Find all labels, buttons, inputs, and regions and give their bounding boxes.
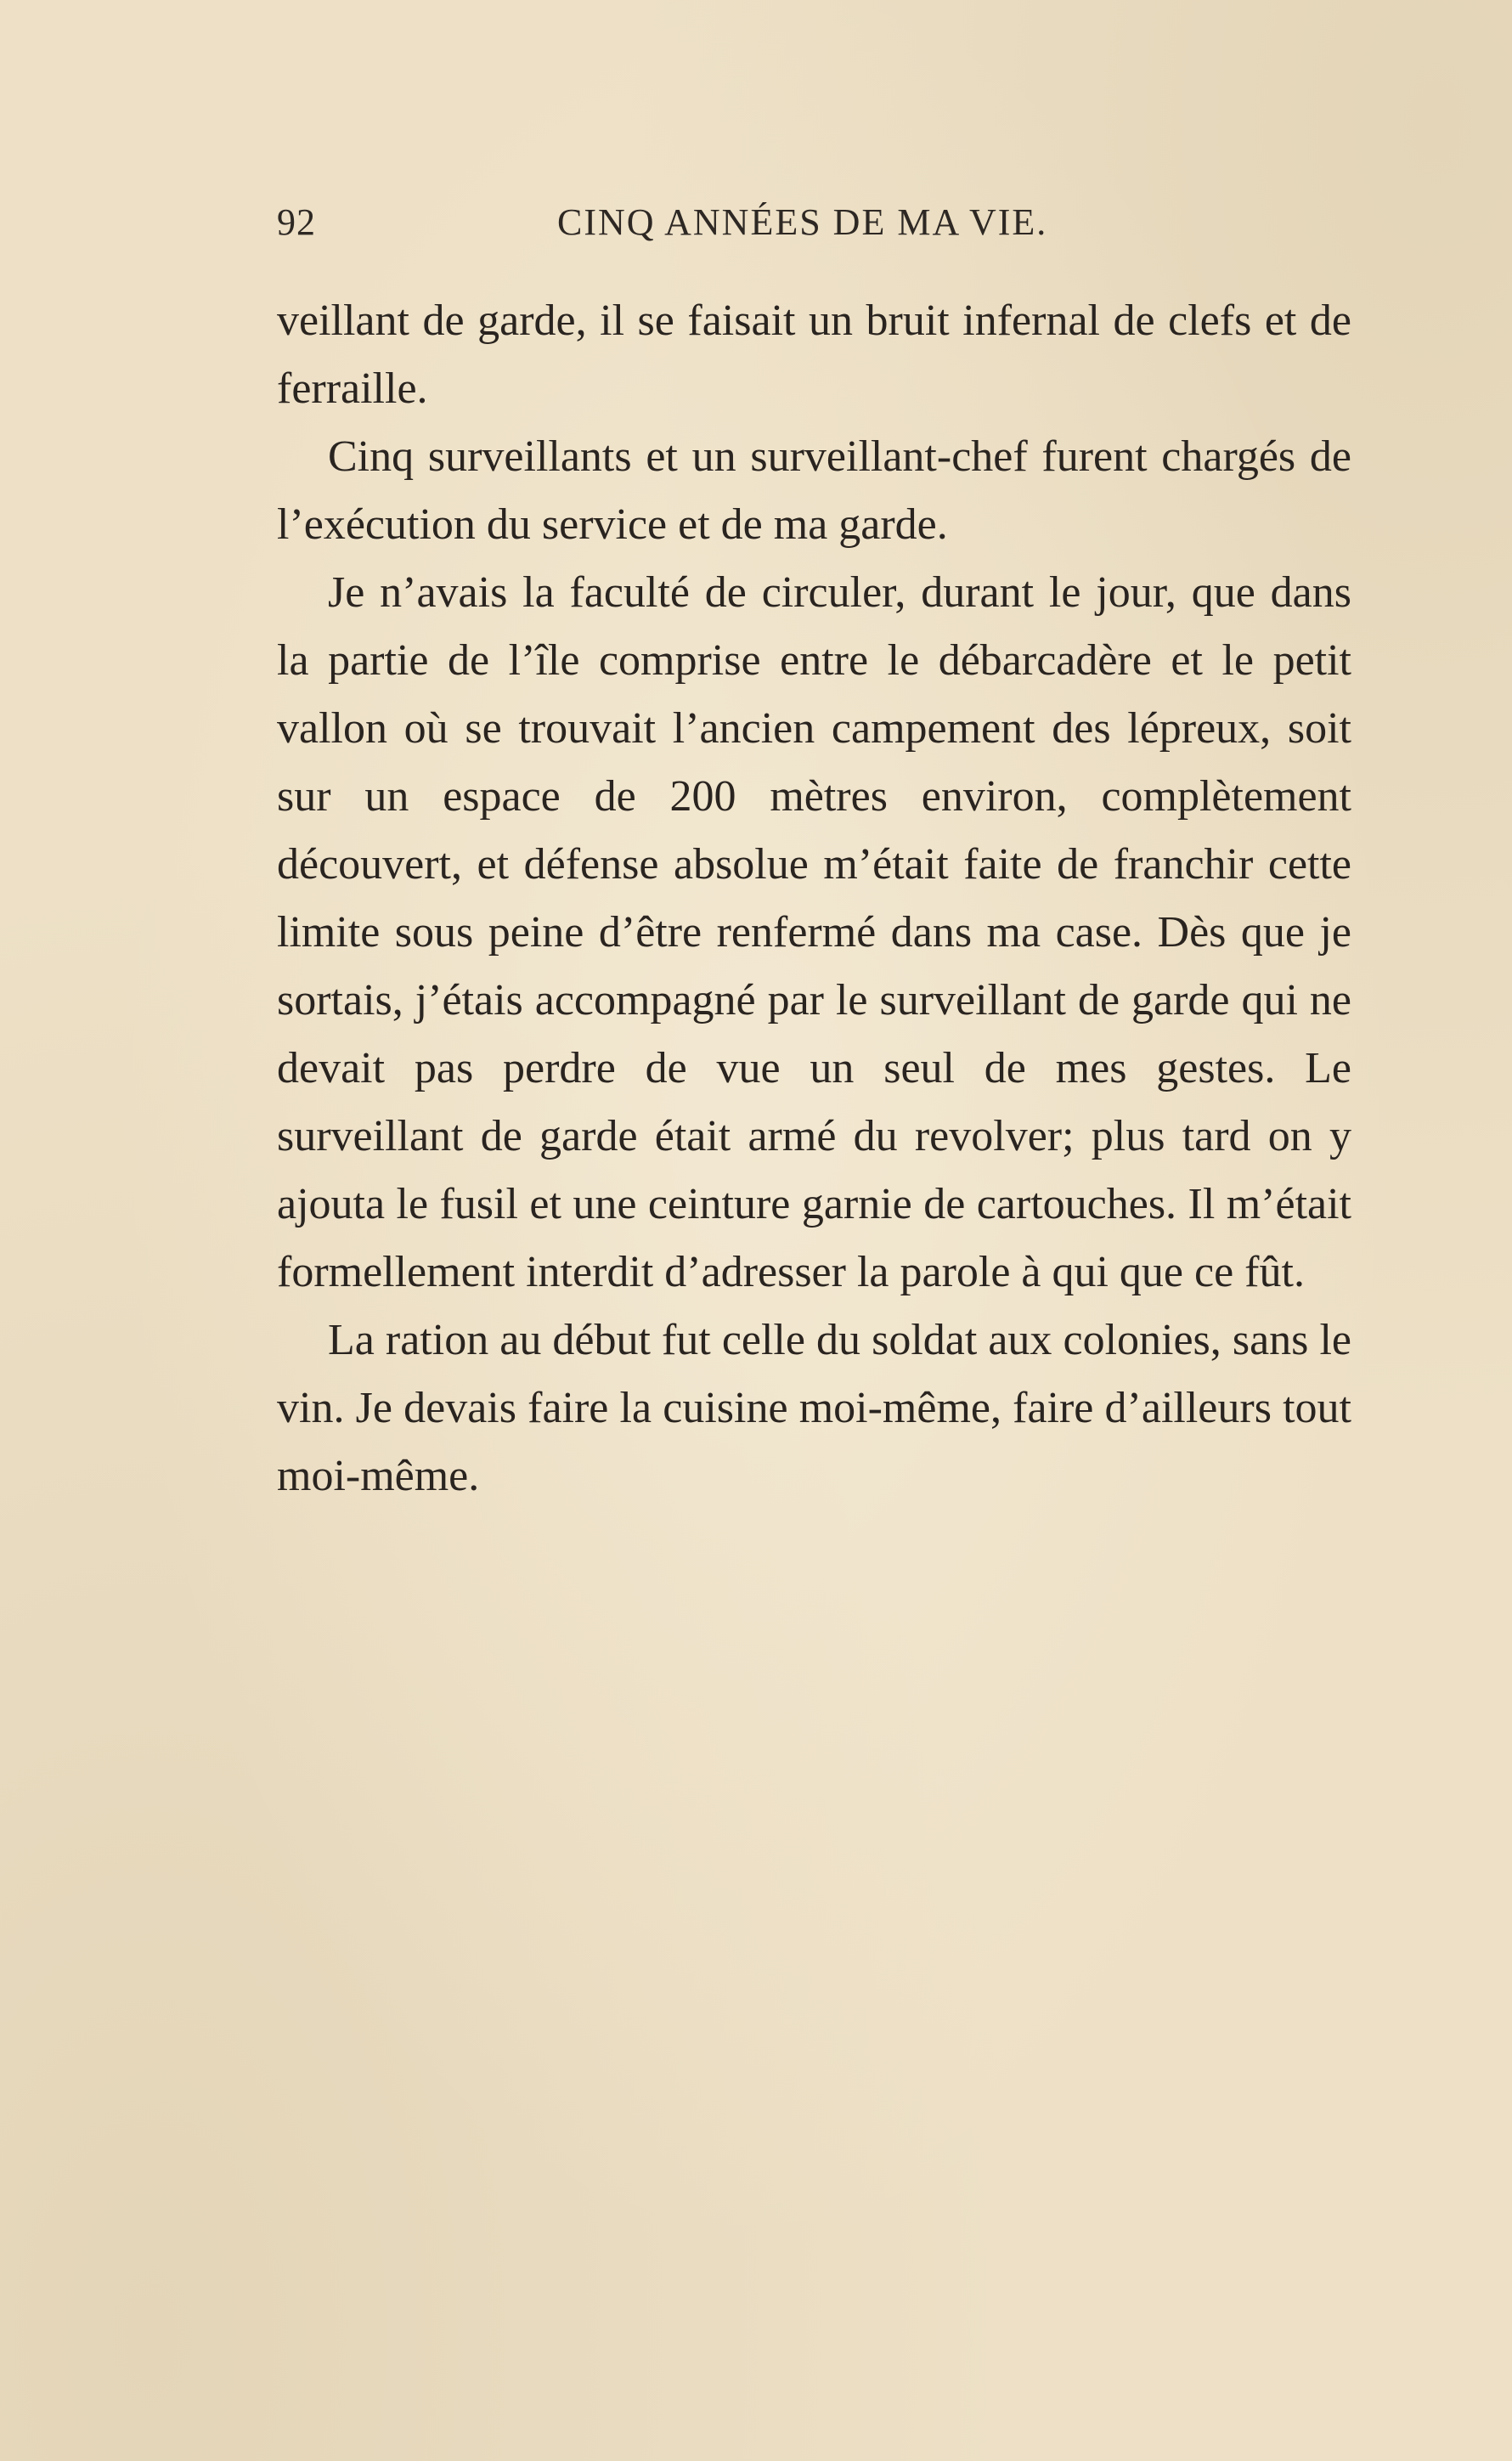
paragraph-continuation: veillant de garde, il se faisait un bruit infernal de clefs et de ferraille. [277, 296, 1351, 413]
running-header [277, 200, 1351, 251]
body-text [277, 287, 1351, 1510]
page-number: 92 [277, 201, 316, 243]
running-title: CINQ ANNÉES DE MA VIE. [557, 201, 1048, 243]
paragraph: Je n’avais la faculté de circuler, durant le jour, que dans la partie de l’île comprise entre le débarcadère et le petit vallon où se trouvait l’ancien campement des lépreux, soit sur un espace de 200 mètres environ, complètement découvert, et défense absolue m’était faite de franchir cette limite sous peine d’être renfermé dans ma case. Dès que je sortais, j’étais accompagné par le surveillant de garde qui ne devait pas perdre de vue un seul de mes gestes. Le surveillant de garde était armé du revolver; plus tard on y ajouta le fusil et une ceinture garnie de cartouches. Il m’était formellement interdit d’adresser la parole à qui que ce fût. [277, 568, 1351, 1296]
paragraph: Cinq surveillants et un surveillant-chef furent chargés de l’exécution du service et de ma garde. [277, 432, 1351, 549]
paragraph: La ration au début fut celle du soldat aux colonies, sans le vin. Je devais faire la cuisine moi-même, faire d’ailleurs tout moi-même. [277, 1316, 1351, 1500]
